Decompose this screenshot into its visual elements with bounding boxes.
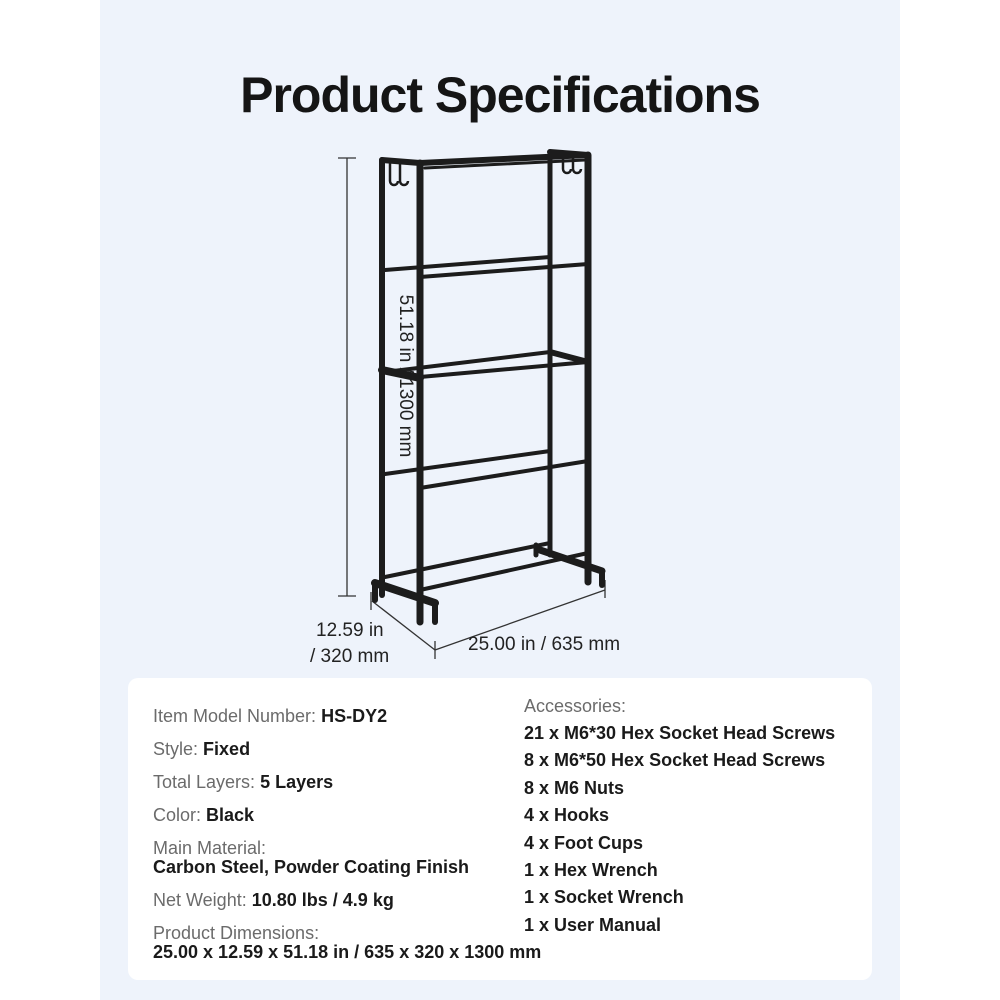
accessory-item: 1 x User Manual <box>524 915 662 935</box>
accessory-item: 4 x Foot Cups <box>524 833 644 853</box>
depth-dimension-line1: 12.59 in <box>316 620 384 641</box>
accessory-item: 4 x Hooks <box>524 805 610 825</box>
spec-layers: Total Layers: 5 Layers <box>153 772 334 792</box>
accessory-item: 21 x M6*30 Hex Socket Head Screws <box>524 723 836 743</box>
spec-model: Item Model Number: HS-DY2 <box>153 706 388 726</box>
accessory-item: 8 x M6 Nuts <box>524 778 625 798</box>
spec-color: Color: Black <box>153 805 255 825</box>
spec-material-value: Carbon Steel, Powder Coating Finish <box>153 857 470 877</box>
height-dimension: 51.18 in / 1300 mm <box>395 294 416 458</box>
rack-illustration <box>100 0 900 680</box>
accessory-item: 8 x M6*50 Hex Socket Head Screws <box>524 750 826 770</box>
page-title: Product Specifications <box>240 67 760 123</box>
width-dimension: 25.00 in / 635 mm <box>468 634 621 655</box>
spec-dimensions-label: Product Dimensions: <box>153 923 320 943</box>
accessories-label: Accessories: <box>524 696 627 716</box>
spec-weight: Net Weight: 10.80 lbs / 4.9 kg <box>153 890 394 910</box>
spec-card <box>128 678 872 980</box>
depth-dimension-line2: / 320 mm <box>310 646 390 667</box>
spec-style: Style: Fixed <box>153 739 251 759</box>
spec-material-label: Main Material: <box>153 838 267 858</box>
accessory-item: 1 x Socket Wrench <box>524 887 684 907</box>
spec-dimensions-value: 25.00 x 12.59 x 51.18 in / 635 x 320 x 1300 mm <box>153 942 542 962</box>
accessory-item: 1 x Hex Wrench <box>524 860 658 880</box>
